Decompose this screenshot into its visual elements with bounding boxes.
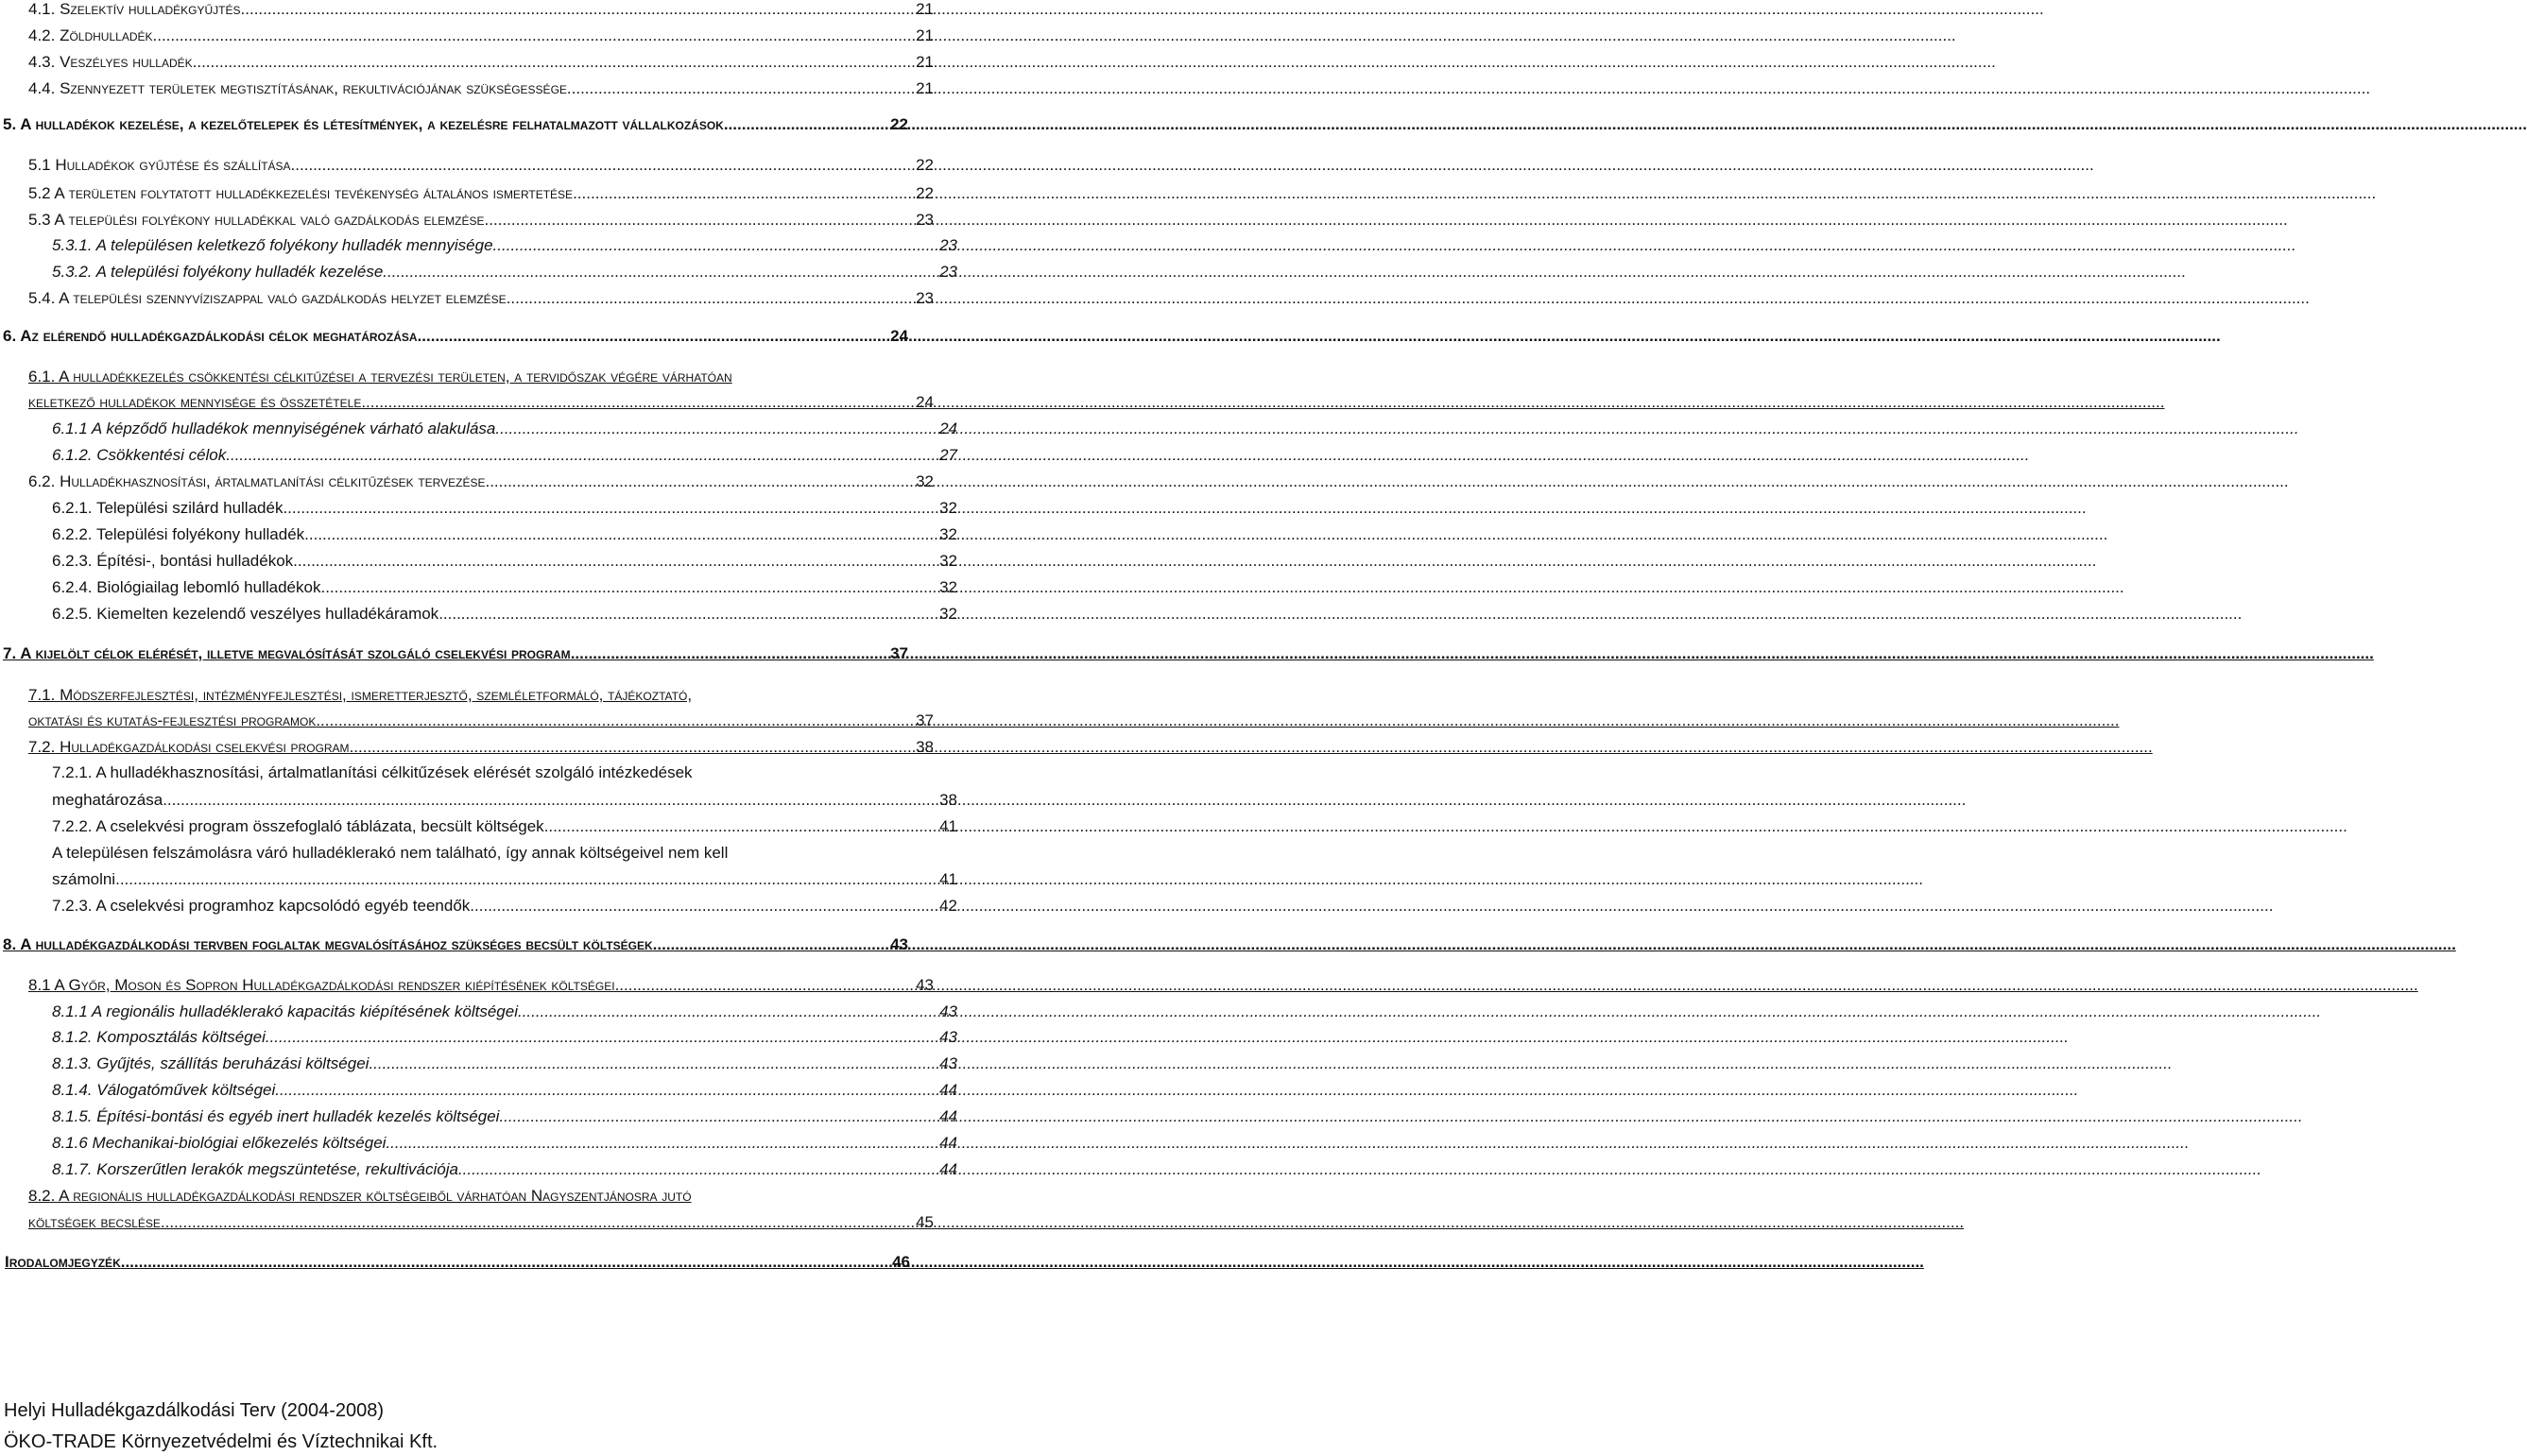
toc-entry[interactable] — [0, 1107, 957, 1126]
toc-leader-dots — [161, 1213, 915, 1232]
toc-entry-title-line1: 7.1. Módszerfejlesztési, intézményfejlesztési, ismeretterjesztő, szemléletformáló, tájékoztató, — [28, 686, 693, 704]
toc-leader-dots — [275, 1081, 938, 1100]
toc-entry[interactable] — [0, 420, 957, 438]
toc-entry-title: 6.2.4. Biológiailag lebomló hulladékok — [52, 578, 321, 596]
toc-leader-dots — [121, 1253, 891, 1272]
toc-entry-title: 6.1.2. Csökkentési célok — [52, 446, 227, 464]
toc-entry-page: 43 — [939, 1054, 957, 1072]
toc-entry-page: 21 — [916, 26, 934, 44]
toc-entry-page: 46 — [892, 1253, 910, 1271]
toc-leader-dots — [438, 605, 938, 624]
toc-chapter[interactable] — [0, 644, 908, 663]
toc-entry-page: 27 — [939, 446, 957, 464]
toc-entry-page: 32 — [939, 525, 957, 543]
toc-entry-page: 21 — [916, 79, 934, 97]
toc-leader-dots — [226, 446, 938, 465]
toc-entry-title: 7.2.3. A cselekvési programhoz kapcsolódó egyéb teendők — [52, 897, 471, 915]
toc-entry-page: 41 — [939, 870, 957, 888]
toc-entry-title: költségek becslése — [28, 1213, 161, 1231]
toc-entry[interactable] — [0, 26, 934, 45]
toc-leader-dots — [544, 817, 938, 836]
toc-entry-title: 8. A hulladékgazdálkodási tervben foglaltak megvalósításához szükséges becsült költségek — [3, 935, 653, 953]
toc-entry[interactable] — [0, 289, 934, 308]
toc-entry[interactable] — [0, 368, 934, 386]
toc-entry-title: 7.2.2. A cselekvési program összefoglaló táblázata, becsült költségek — [52, 817, 544, 835]
toc-leader-dots — [386, 1134, 938, 1153]
toc-entry[interactable] — [0, 817, 957, 836]
toc-entry[interactable] — [0, 1054, 957, 1073]
toc-leader-dots — [495, 420, 938, 438]
toc-chapter[interactable] — [0, 327, 908, 346]
toc-entry[interactable] — [0, 53, 934, 72]
toc-entry-title: 8.1.4. Válogatóművek költségei — [52, 1081, 276, 1099]
toc-entry-page: 43 — [939, 1028, 957, 1046]
toc-entry-title: 8.1.5. Építési-bontási és egyéb inert hulladék kezelés költségei — [52, 1107, 500, 1125]
toc-entry-page: 43 — [939, 1002, 957, 1020]
toc-entry[interactable] — [0, 1081, 957, 1100]
toc-leader-dots — [361, 393, 915, 412]
toc-leader-dots — [293, 552, 938, 571]
toc-entry-title: 6. Az elérendő hulladékgazdálkodási célok meghatározása — [3, 327, 418, 345]
toc-entry-page: 43 — [916, 976, 934, 994]
toc-leader-dots — [499, 1107, 938, 1126]
toc-leader-dots — [383, 263, 938, 282]
toc-entry-page: 44 — [939, 1081, 957, 1099]
toc-chapter[interactable] — [0, 115, 908, 134]
toc-leader-dots — [153, 26, 916, 45]
toc-entry-title: 6.2. Hulladékhasznosítási, ártalmatlanítási célkitűzések tervezése — [28, 472, 486, 490]
toc-entry[interactable] — [0, 578, 957, 597]
toc-entry-page: 32 — [939, 499, 957, 517]
toc-entry-page: 44 — [939, 1160, 957, 1178]
toc-entry-page: 32 — [939, 578, 957, 596]
toc-entry-page: 32 — [939, 552, 957, 570]
toc-entry-title: 5.3 A települési folyékony hulladékkal való gazdálkodás elemzése — [28, 211, 485, 229]
toc-entry[interactable] — [0, 0, 934, 19]
toc-entry[interactable] — [0, 525, 957, 544]
toc-entry[interactable] — [0, 976, 934, 995]
toc-leader-dots — [567, 79, 915, 98]
toc-entry-title: 8.1.2. Komposztálás költségei — [52, 1028, 266, 1046]
toc-entry[interactable] — [0, 1002, 957, 1021]
toc-entry-title: 8.1.3. Gyűjtés, szállítás beruházási költségei — [52, 1054, 370, 1072]
toc-leader-dots — [571, 644, 889, 663]
toc-entry-page: 23 — [939, 236, 957, 254]
toc-entry-title: 5.2 A területen folytatott hulladékkezelési tevékenység általános ismertetése — [28, 184, 574, 202]
footer-plan-title: Helyi Hulladékgazdálkodási Terv (2004-2008) — [4, 1400, 385, 1421]
toc-leader-dots — [485, 472, 915, 491]
toc-entry-continuation[interactable] — [0, 870, 957, 889]
toc-entry-title: keletkező hulladékok mennyisége és összetétele — [28, 393, 362, 411]
toc-leader-dots — [615, 976, 916, 995]
toc-entry-page: 32 — [939, 605, 957, 623]
toc-leader-dots — [350, 738, 916, 757]
toc-entry-page: 22 — [916, 156, 934, 174]
toc-entry-title: 8.1.6 Mechanikai-biológiai előkezelés költségei — [52, 1134, 387, 1152]
toc-entry-page: 37 — [916, 711, 934, 729]
toc-entry-continuation[interactable] — [0, 1213, 934, 1232]
toc-entry-title: 8.1.7. Korszerűtlen lerakók megszüntetése, rekultivációja — [52, 1160, 458, 1178]
toc-chapter[interactable] — [0, 935, 908, 954]
toc-entry-title: 5. A hulladékok kezelése, a kezelőtelepek és létesítmények, a kezelésre felhatalmazott vállalkozások — [3, 115, 724, 133]
toc-entry-page: 43 — [890, 935, 908, 953]
toc-entry-title: 6.2.5. Kiemelten kezelendő veszélyes hulladékáramok — [52, 605, 439, 623]
toc-entry[interactable] — [0, 156, 934, 175]
toc-entry-page: 22 — [916, 184, 934, 202]
toc-entry-title: 6.2.2. Települési folyékony hulladék — [52, 525, 305, 543]
toc-entry-page: 38 — [939, 791, 957, 809]
toc-leader-dots — [283, 499, 938, 518]
toc-leader-dots — [724, 115, 889, 134]
toc-entry-title: 4.4. Szennyezett területek megtisztításának, rekultivációjának szükségessége — [28, 79, 567, 97]
toc-entry-page: 44 — [939, 1107, 957, 1125]
toc-entry[interactable] — [0, 844, 957, 863]
toc-leader-dots — [369, 1054, 938, 1073]
toc-entry-title: 5.3.2. A települési folyékony hulladék kezelése — [52, 263, 384, 281]
toc-entry-page: 32 — [916, 472, 934, 490]
toc-entry[interactable] — [0, 236, 957, 255]
toc-entry-title: 5.3.1. A településen keletkező folyékony hulladék mennyisége — [52, 236, 493, 254]
toc-entry-title: 5.4. A települési szennyvíziszappal való gazdálkodás helyzet elemzése — [28, 289, 507, 307]
toc-entry[interactable] — [0, 552, 957, 571]
toc-entry[interactable] — [0, 79, 934, 98]
toc-leader-dots — [485, 211, 916, 230]
toc-entry-page: 42 — [939, 897, 957, 915]
toc-entry-page: 23 — [939, 263, 957, 281]
toc-leader-dots — [470, 897, 938, 916]
toc-leader-dots — [418, 327, 890, 346]
toc-leader-dots — [120, 870, 938, 889]
toc-entry-title: 4.1. Szelektív hulladékgyűjtés — [28, 0, 241, 18]
toc-leader-dots — [266, 1028, 938, 1047]
toc-leader-dots — [653, 935, 889, 954]
toc-entry[interactable] — [0, 1160, 957, 1179]
toc-entry-title: 4.3. Veszélyes hulladék — [28, 53, 193, 71]
toc-entry-title: 8.1.1 A regionális hulladéklerakó kapacitás kiépítésének költségei — [52, 1002, 518, 1020]
toc-entry[interactable] — [0, 211, 934, 230]
toc-entry-title: számolni. — [52, 870, 120, 888]
toc-entry[interactable] — [0, 686, 934, 705]
toc-entry-continuation[interactable] — [0, 393, 934, 412]
toc-leader-dots — [320, 578, 938, 597]
toc-entry-title: oktatási és kutatás-fejlesztési programok — [28, 711, 317, 729]
toc-leader-dots — [507, 289, 915, 308]
toc-entry-page: 21 — [916, 53, 934, 71]
toc-entry-title: 6.1.1 A képződő hulladékok mennyiségének várható alakulása — [52, 420, 496, 437]
toc-entry-title: Irodalomjegyzék — [5, 1253, 121, 1271]
toc-entry[interactable] — [0, 1187, 934, 1206]
toc-entry[interactable] — [0, 738, 934, 757]
toc-entry-title: 6.2.1. Települési szilárd hulladék — [52, 499, 284, 517]
footer-company: ÖKO-TRADE Környezetvédelmi és Víztechnikai Kft. — [4, 1431, 438, 1452]
toc-leader-dots — [316, 711, 915, 730]
toc-entry-page: 37 — [890, 644, 908, 662]
toc-entry[interactable] — [0, 1028, 957, 1047]
toc-entry[interactable] — [0, 446, 957, 465]
toc-leader-dots — [304, 525, 938, 544]
toc-entry-title: 7. A kijelölt célok elérését, illetve megvalósítását szolgáló cselekvési program — [3, 644, 571, 662]
toc-entry-title-line1: 7.2.1. A hulladékhasznosítási, ártalmatlanítási célkitűzések elérését szolgáló intézkedések — [52, 763, 693, 781]
toc-entry-title: 6.2.3. Építési-, bontási hulladékok — [52, 552, 294, 570]
toc-entry-title-line1: 8.2. A regionális hulladékgazdálkodási rendszer költségeiből várhatóan Nagyszentjánosra jutó — [28, 1187, 692, 1205]
toc-leader-dots — [193, 53, 915, 72]
toc-entry-continuation[interactable] — [0, 711, 934, 730]
toc-leader-dots — [241, 0, 916, 19]
toc-entry-page: 38 — [916, 738, 934, 756]
toc-entry-page: 23 — [916, 211, 934, 229]
toc-leader-dots — [163, 791, 938, 810]
toc-entry-continuation[interactable] — [0, 791, 957, 810]
toc-entry-title: meghatározása — [52, 791, 163, 809]
toc-entry[interactable] — [0, 605, 957, 624]
toc-entry[interactable] — [0, 763, 957, 782]
toc-entry-page: 45 — [916, 1213, 934, 1231]
toc-entry[interactable] — [0, 263, 957, 282]
toc-entry-page: 41 — [939, 817, 957, 835]
toc-entry-page: 22 — [890, 115, 908, 133]
toc-entry-page: 44 — [939, 1134, 957, 1152]
toc-entry[interactable] — [0, 1134, 957, 1153]
toc-leader-dots — [291, 156, 916, 175]
toc-entry-page: 23 — [916, 289, 934, 307]
toc-entry-title-line1: 6.1. A hulladékkezelés csökkentési célkitűzései a tervezési területen, a tervidőszak végére várhatóan — [28, 368, 732, 385]
toc-leader-dots — [573, 184, 915, 203]
toc-leader-dots — [458, 1160, 938, 1179]
toc-entry-title: 8.1 A Győr, Moson és Sopron Hulladékgazdálkodási rendszer kiépítésének költségei — [28, 976, 615, 994]
toc-entry-page: 21 — [916, 0, 934, 18]
toc-entry-page: 24 — [939, 420, 957, 437]
toc-leader-dots — [493, 236, 939, 255]
toc-entry-title: 7.2. Hulladékgazdálkodási cselekvési program — [28, 738, 350, 756]
toc-entry-page: 24 — [916, 393, 934, 411]
toc-entry-title-line1: A településen felszámolásra váró hulladéklerakó nem található, így annak költségeivel nem kell — [52, 844, 729, 862]
toc-entry[interactable] — [0, 184, 934, 203]
toc-entry-title: 5.1 Hulladékok gyűjtése és szállítása — [28, 156, 291, 174]
toc-leader-dots — [518, 1002, 938, 1021]
toc-entry[interactable] — [0, 472, 934, 491]
toc-chapter[interactable] — [0, 1253, 910, 1272]
toc-entry-title: 4.2. Zöldhulladék — [28, 26, 153, 44]
toc-entry[interactable] — [0, 499, 957, 518]
toc-entry[interactable] — [0, 897, 957, 916]
toc-entry-page: 24 — [890, 327, 908, 345]
